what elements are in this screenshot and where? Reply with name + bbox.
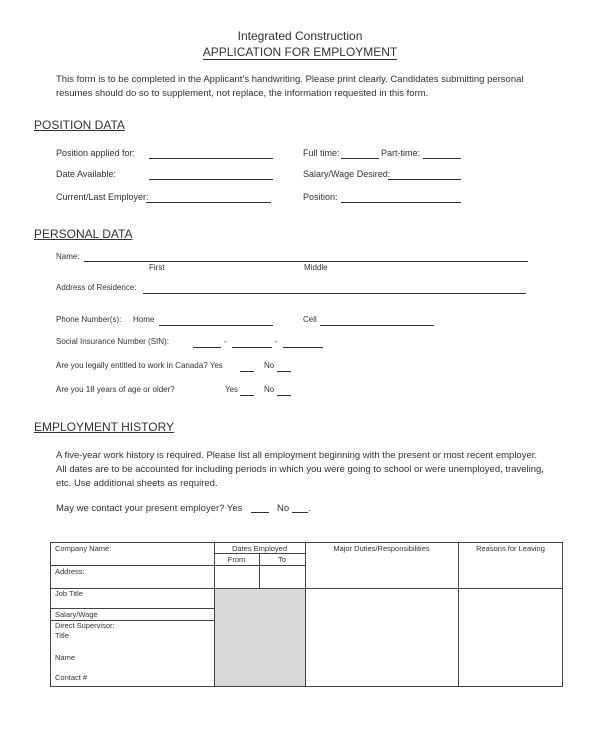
address-field[interactable] <box>143 284 526 294</box>
employment-table <box>50 542 563 687</box>
age-no-field[interactable] <box>277 386 291 396</box>
address-row-label: Address: <box>55 567 85 576</box>
contact-end-period: . <box>308 503 311 514</box>
position-data-heading <box>34 118 125 132</box>
name-label: Name: <box>56 252 80 261</box>
address-label: Address of Residence: <box>56 283 137 292</box>
row-line-2 <box>50 588 563 589</box>
contact-no-label: No <box>277 503 290 514</box>
from-label: From <box>227 555 246 564</box>
supervisor-name-label: Name <box>55 653 76 662</box>
row-line-1 <box>50 565 305 566</box>
current-employer-field[interactable] <box>146 193 271 203</box>
sin-field-3[interactable] <box>283 338 323 348</box>
table-left-border <box>50 542 51 687</box>
contact-employer-question: May we contact your present employer? Yes <box>56 503 243 514</box>
position-applied-label: Position applied for: <box>56 148 136 158</box>
employment-para-line-3: etc. Use additional sheets as required. <box>56 478 218 489</box>
middle-name-caption: Middle <box>304 263 328 272</box>
first-name-caption: First <box>149 263 165 272</box>
sin-dash-2: - <box>275 337 278 346</box>
shaded-cell <box>214 588 305 687</box>
entitled-no-label: No <box>264 361 275 370</box>
form-title <box>0 45 600 59</box>
entitled-question: Are you legally entitled to work in Canada? Yes <box>56 361 223 370</box>
col-divider-3 <box>458 542 459 687</box>
part-time-field[interactable] <box>423 149 461 159</box>
home-phone-label: Home <box>133 315 155 324</box>
to-label: To <box>278 555 286 564</box>
major-duties-label: Major Duties/Responsibilities <box>333 544 430 553</box>
position-label: Position: <box>303 192 338 202</box>
salary-desired-field[interactable] <box>388 170 461 180</box>
intro-line-2: resumes should do so to supplement, not replace, the information requested in this form. <box>56 88 429 99</box>
col-divider-2 <box>305 542 306 687</box>
sin-dash-1: - <box>224 337 227 346</box>
position-data-heading-text: POSITION DATA <box>34 118 125 132</box>
personal-data-heading <box>34 227 132 241</box>
current-employer-label: Current/Last Employer: <box>56 192 149 202</box>
table-bottom-border <box>50 686 563 687</box>
phone-label: Phone Number(s): <box>56 315 122 324</box>
company-name: Integrated Construction <box>237 29 363 43</box>
employment-para-line-2: All dates are to be accounted for including periods in which you were going to school or were unemployed, traveling, <box>56 464 544 475</box>
name-field[interactable] <box>84 252 528 262</box>
dates-employed-label: Dates Employed <box>231 544 288 553</box>
job-title-label: Job Title <box>55 589 83 598</box>
supervisor-title-label: Title <box>55 631 69 640</box>
employment-history-heading <box>34 420 174 434</box>
position-applied-field[interactable] <box>149 149 273 159</box>
cell-phone-field[interactable] <box>320 316 434 326</box>
contact-yes-field[interactable] <box>251 503 269 513</box>
sin-field-1[interactable] <box>193 338 221 348</box>
reasons-leaving-label: Reasons for Leaving <box>476 544 545 553</box>
full-time-field[interactable] <box>341 149 379 159</box>
contact-number-label: Contact # <box>55 673 88 682</box>
date-available-label: Date Available: <box>56 169 116 179</box>
table-top-border <box>50 542 563 543</box>
part-time-label: Part-time: <box>381 148 421 158</box>
employment-history-heading-text: EMPLOYMENT HISTORY <box>34 420 175 434</box>
intro-line-1: This form is to be completed in the Applicant’s handwriting. Please print clearly. Candidates submitting personal <box>56 74 524 85</box>
company-name-label: Company Name: <box>55 544 112 553</box>
position-field[interactable] <box>341 193 461 203</box>
age-yes-field[interactable] <box>240 386 254 396</box>
dates-subheader-line <box>214 553 305 554</box>
salary-wage-label: Salary/Wage <box>55 610 98 619</box>
cell-phone-label: Cell <box>303 315 317 324</box>
age-no-label: No <box>264 385 275 394</box>
sin-label: Social Insurance Number (SIN): <box>56 337 169 346</box>
personal-data-heading-text: PERSONAL DATA <box>34 227 133 241</box>
contact-no-field[interactable] <box>292 503 308 513</box>
entitled-no-field[interactable] <box>277 362 291 372</box>
full-time-label: Full time: <box>303 148 340 158</box>
home-phone-field[interactable] <box>159 316 273 326</box>
entitled-yes-field[interactable] <box>240 362 254 372</box>
employment-para-line-1: A five-year work history is required. Please list all employment beginning with the present or most recent employer. <box>56 450 538 461</box>
age-yes-label: Yes <box>225 385 239 394</box>
age-question: Are you 18 years of age or older? <box>56 385 175 394</box>
table-right-border <box>562 542 563 687</box>
salary-desired-label: Salary/Wage Desired: <box>303 169 391 179</box>
form-title-text: APPLICATION FOR EMPLOYMENT <box>202 45 398 59</box>
direct-supervisor-label: Direct Supervisor: <box>55 621 115 630</box>
sin-field-2[interactable] <box>232 338 272 348</box>
row-line-3 <box>50 608 214 609</box>
date-available-field[interactable] <box>149 170 273 180</box>
